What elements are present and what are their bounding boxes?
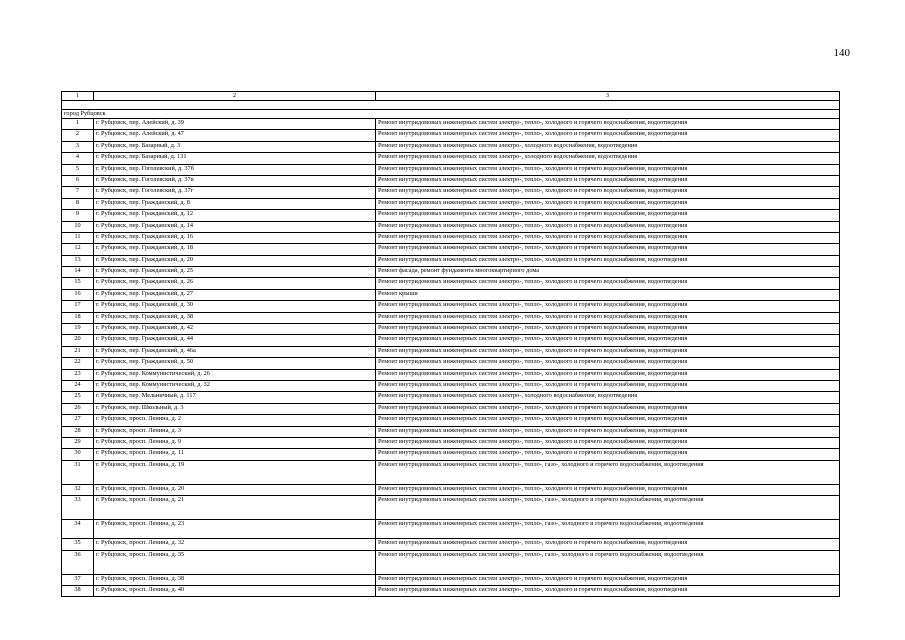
row-number: 18 — [62, 312, 94, 323]
row-number: 6 — [62, 175, 94, 186]
row-number: 1 — [62, 119, 94, 130]
row-work-type: Ремонт внутридомовых инженерных систем электро-, тепло-, холодного и горячего водоснабжения, водоотведения — [376, 210, 840, 221]
row-work-type: Ремонт внутридомовых инженерных систем электро-, тепло-, газо-, холодного и горячего водоснабжения, водоотведения — [376, 520, 840, 539]
row-address: г. Рубцовск, пер. Коммунистический, д. 26 — [94, 369, 376, 380]
row-address: г. Рубцовск, просп. Ленина, д. 40 — [94, 585, 376, 596]
table-row — [62, 484, 840, 495]
row-number: 20 — [62, 335, 94, 346]
page-number: 140 — [833, 47, 850, 59]
row-work-type: Ремонт внутридомовых инженерных систем электро-, тепло-, холодного и горячего водоснабжения, водоотведения — [376, 278, 840, 289]
row-number: 27 — [62, 415, 94, 426]
table-row — [62, 403, 840, 414]
row-work-type: Ремонт внутридомовых инженерных систем электро-, тепло-, холодного и горячего водоснабжения, водоотведения — [376, 221, 840, 232]
row-work-type: Ремонт внутридомовых инженерных систем электро-, тепло-, холодного и горячего водоснабжения, водоотведения — [376, 437, 840, 448]
row-work-type: Ремонт крыши — [376, 289, 840, 300]
table-row — [62, 585, 840, 596]
table-row — [62, 324, 840, 335]
row-work-type: Ремонт внутридомовых инженерных систем электро-, тепло-, холодного и горячего водоснабжения, водоотведения — [376, 585, 840, 596]
row-work-type: Ремонт фасада, ремонт фундамента многоквартирного дома — [376, 267, 840, 278]
row-number: 19 — [62, 324, 94, 335]
table-row — [62, 426, 840, 437]
table-row — [62, 153, 840, 164]
row-address: г. Рубцовск, пер. Гражданский, д. 44 — [94, 335, 376, 346]
row-work-type: Ремонт внутридомовых инженерных систем электро-, тепло-, холодного и горячего водоснабжения, водоотведения — [376, 232, 840, 243]
row-work-type: Ремонт внутридомовых инженерных систем электро-, тепло-, холодного и горячего водоснабжения, водоотведения — [376, 198, 840, 209]
row-number: 28 — [62, 426, 94, 437]
table-row — [62, 244, 840, 255]
row-number: 24 — [62, 380, 94, 391]
row-number: 16 — [62, 289, 94, 300]
row-address: г. Рубцовск, пер. Базарный, д. 3 — [94, 141, 376, 152]
row-work-type: Ремонт внутридомовых инженерных систем электро-, тепло-, холодного и горячего водоснабжения, водоотведения — [376, 449, 840, 460]
table-row — [62, 289, 840, 300]
row-address: г. Рубцовск, пер. Гражданский, д. 50 — [94, 358, 376, 369]
row-address: г. Рубцовск, пер. Коммунистический, д. 32 — [94, 380, 376, 391]
row-number: 3 — [62, 141, 94, 152]
spacer-cell — [62, 101, 840, 110]
row-address: г. Рубцовск, пер. Гражданский, д. 16 — [94, 232, 376, 243]
table-row — [62, 550, 840, 574]
city-name: город Рубцовск — [62, 110, 840, 119]
row-number: 10 — [62, 221, 94, 232]
row-address: г. Рубцовск, просп. Ленина, д. 3 — [94, 426, 376, 437]
table-row — [62, 267, 840, 278]
row-work-type: Ремонт внутридомовых инженерных систем электро-, тепло-, газо-, холодного и горячего водоснабжения, водоотведения — [376, 496, 840, 520]
row-work-type: Ремонт внутридомовых инженерных систем электро-, тепло-, холодного и горячего водоснабжения, водоотведения — [376, 255, 840, 266]
row-work-type: Ремонт внутридомовых инженерных систем электро-, тепло-, холодного и горячего водоснабжения, водоотведения — [376, 119, 840, 130]
row-address: г. Рубцовск, пер. Гражданский, д. 25 — [94, 267, 376, 278]
row-work-type: Ремонт внутридомовых инженерных систем электро-, холодного водоснабжения, водоотведения — [376, 392, 840, 403]
table-body — [62, 101, 840, 597]
table-row — [62, 301, 840, 312]
row-number: 7 — [62, 187, 94, 198]
row-number: 11 — [62, 232, 94, 243]
row-address: г. Рубцовск, просп. Ленина, д. 9 — [94, 437, 376, 448]
row-work-type: Ремонт внутридомовых инженерных систем электро-, тепло-, холодного и горячего водоснабжения, водоотведения — [376, 187, 840, 198]
table-row — [62, 232, 840, 243]
row-work-type: Ремонт внутридомовых инженерных систем электро-, тепло-, холодного и горячего водоснабжения, водоотведения — [376, 164, 840, 175]
row-address: г. Рубцовск, просп. Ленина, д. 2 — [94, 415, 376, 426]
table-row — [62, 380, 840, 391]
row-work-type: Ремонт внутридомовых инженерных систем электро-, тепло-, холодного и горячего водоснабжения, водоотведения — [376, 574, 840, 585]
row-work-type: Ремонт внутридомовых инженерных систем электро-, тепло-, холодного и горячего водоснабжения, водоотведения — [376, 346, 840, 357]
table-row — [62, 221, 840, 232]
table-row — [62, 198, 840, 209]
row-address: г. Рубцовск, пер. Гражданский, д. 42 — [94, 324, 376, 335]
row-number: 5 — [62, 164, 94, 175]
row-work-type: Ремонт внутридомовых инженерных систем электро-, тепло-, газо-, холодного и горячего водоснабжения, водоотведения — [376, 550, 840, 574]
column-number-row — [62, 92, 840, 101]
row-work-type: Ремонт внутридомовых инженерных систем электро-, холодного водоснабжения, водоотведения — [376, 141, 840, 152]
table-row — [62, 255, 840, 266]
row-number: 36 — [62, 550, 94, 574]
table-row — [62, 278, 840, 289]
row-number: 25 — [62, 392, 94, 403]
row-number: 8 — [62, 198, 94, 209]
row-number: 9 — [62, 210, 94, 221]
table-row — [62, 187, 840, 198]
row-work-type: Ремонт внутридомовых инженерных систем электро-, тепло-, холодного и горячего водоснабжения, водоотведения — [376, 539, 840, 550]
row-address: г. Рубцовск, пер. Базарный, д. 131 — [94, 153, 376, 164]
row-work-type: Ремонт внутридомовых инженерных систем электро-, тепло-, холодного и горячего водоснабжения, водоотведения — [376, 335, 840, 346]
table-row — [62, 574, 840, 585]
row-work-type: Ремонт внутридомовых инженерных систем электро-, тепло-, холодного и горячего водоснабжения, водоотведения — [376, 244, 840, 255]
row-work-type: Ремонт внутридомовых инженерных систем электро-, тепло-, холодного и горячего водоснабжения, водоотведения — [376, 403, 840, 414]
row-number: 14 — [62, 267, 94, 278]
row-address: г. Рубцовск, пер. Гражданский, д. 38 — [94, 312, 376, 323]
row-address: г. Рубцовск, пер. Мельничный, д. 117 — [94, 392, 376, 403]
row-work-type: Ремонт внутридомовых инженерных систем электро-, тепло-, холодного и горячего водоснабжения, водоотведения — [376, 369, 840, 380]
column-header-1: 1 — [62, 92, 94, 101]
row-address: г. Рубцовск, пер. Гоголевский, д. 37в — [94, 175, 376, 186]
table-row — [62, 130, 840, 141]
row-address: г. Рубцовск, пер. Гражданский, д. 14 — [94, 221, 376, 232]
row-address: г. Рубцовск, пер. Гражданский, д. 18 — [94, 244, 376, 255]
row-address: г. Рубцовск, пер. Гражданский, д. 20 — [94, 255, 376, 266]
row-number: 4 — [62, 153, 94, 164]
row-work-type: Ремонт внутридомовых инженерных систем электро-, тепло-, холодного и горячего водоснабжения, водоотведения — [376, 130, 840, 141]
table-row — [62, 369, 840, 380]
row-work-type: Ремонт внутридомовых инженерных систем электро-, тепло-, холодного и горячего водоснабжения, водоотведения — [376, 312, 840, 323]
row-address: г. Рубцовск, пер. Гоголевский, д. 37б — [94, 164, 376, 175]
table-row — [62, 312, 840, 323]
table-row — [62, 437, 840, 448]
table-row — [62, 164, 840, 175]
table-row — [62, 175, 840, 186]
row-number: 15 — [62, 278, 94, 289]
row-number: 22 — [62, 358, 94, 369]
table-row — [62, 141, 840, 152]
row-number: 17 — [62, 301, 94, 312]
row-address: г. Рубцовск, просп. Ленина, д. 20 — [94, 484, 376, 495]
row-number: 32 — [62, 484, 94, 495]
table-row — [62, 496, 840, 520]
row-address: г. Рубцовск, пер. Гражданский, д. 30 — [94, 301, 376, 312]
table-row — [62, 119, 840, 130]
row-address: г. Рубцовск, просп. Ленина, д. 38 — [94, 574, 376, 585]
row-number: 37 — [62, 574, 94, 585]
spacer-row — [62, 101, 840, 110]
row-number: 34 — [62, 520, 94, 539]
row-address: г. Рубцовск, пер. Алейский, д. 47 — [94, 130, 376, 141]
row-number: 38 — [62, 585, 94, 596]
column-header-3: 3 — [376, 92, 840, 101]
row-work-type: Ремонт внутридомовых инженерных систем электро-, тепло-, холодного и горячего водоснабжения, водоотведения — [376, 484, 840, 495]
row-address: г. Рубцовск, просп. Ленина, д. 21 — [94, 496, 376, 520]
row-address: г. Рубцовск, пер. Гражданский, д. 12 — [94, 210, 376, 221]
row-number: 35 — [62, 539, 94, 550]
row-address: г. Рубцовск, пер. Школьный, д. 3 — [94, 403, 376, 414]
row-work-type: Ремонт внутридомовых инженерных систем электро-, холодного водоснабжения, водоотведения — [376, 153, 840, 164]
row-address: г. Рубцовск, пер. Алейский, д. 39 — [94, 119, 376, 130]
row-address: г. Рубцовск, просп. Ленина, д. 23 — [94, 520, 376, 539]
column-header-2: 2 — [94, 92, 376, 101]
row-address: г. Рубцовск, пер. Гоголевский, д. 37г — [94, 187, 376, 198]
row-number: 12 — [62, 244, 94, 255]
row-work-type: Ремонт внутридомовых инженерных систем электро-, тепло-, холодного и горячего водоснабжения, водоотведения — [376, 175, 840, 186]
row-work-type: Ремонт внутридомовых инженерных систем электро-, тепло-, холодного и горячего водоснабжения, водоотведения — [376, 426, 840, 437]
row-number: 2 — [62, 130, 94, 141]
row-work-type: Ремонт внутридомовых инженерных систем электро-, тепло-, холодного и горячего водоснабжения, водоотведения — [376, 415, 840, 426]
table-row — [62, 358, 840, 369]
row-address: г. Рубцовск, пер. Гражданский, д. 8 — [94, 198, 376, 209]
table-row — [62, 346, 840, 357]
row-address: г. Рубцовск, просп. Ленина, д. 32 — [94, 539, 376, 550]
row-work-type: Ремонт внутридомовых инженерных систем электро-, тепло-, холодного и горячего водоснабжения, водоотведения — [376, 358, 840, 369]
row-number: 26 — [62, 403, 94, 414]
row-address: г. Рубцовск, пер. Гражданский, д. 26 — [94, 278, 376, 289]
table-row — [62, 392, 840, 403]
repair-register-table — [61, 91, 840, 597]
row-address: г. Рубцовск, просп. Ленина, д. 35 — [94, 550, 376, 574]
row-address: г. Рубцовск, просп. Ленина, д. 19 — [94, 460, 376, 484]
row-work-type: Ремонт внутридомовых инженерных систем электро-, тепло-, газо-, холодного и горячего водоснабжения, водоотведения — [376, 460, 840, 484]
row-address: г. Рубцовск, просп. Ленина, д. 11 — [94, 449, 376, 460]
row-number: 21 — [62, 346, 94, 357]
table-row — [62, 210, 840, 221]
table-row — [62, 335, 840, 346]
city-row — [62, 110, 840, 119]
row-number: 23 — [62, 369, 94, 380]
row-number: 30 — [62, 449, 94, 460]
table-row — [62, 460, 840, 484]
table-row — [62, 449, 840, 460]
row-address: г. Рубцовск, пер. Гражданский, д. 27 — [94, 289, 376, 300]
table-row — [62, 415, 840, 426]
row-work-type: Ремонт внутридомовых инженерных систем электро-, тепло-, холодного и горячего водоснабжения, водоотведения — [376, 380, 840, 391]
table-row — [62, 539, 840, 550]
row-work-type: Ремонт внутридомовых инженерных систем электро-, тепло-, холодного и горячего водоснабжения, водоотведения — [376, 324, 840, 335]
row-number: 33 — [62, 496, 94, 520]
table-row — [62, 520, 840, 539]
row-number: 31 — [62, 460, 94, 484]
row-number: 13 — [62, 255, 94, 266]
row-work-type: Ремонт внутридомовых инженерных систем электро-, тепло-, холодного и горячего водоснабжения, водоотведения — [376, 301, 840, 312]
row-number: 29 — [62, 437, 94, 448]
row-address: г. Рубцовск, пер. Гражданский, д. 46а — [94, 346, 376, 357]
